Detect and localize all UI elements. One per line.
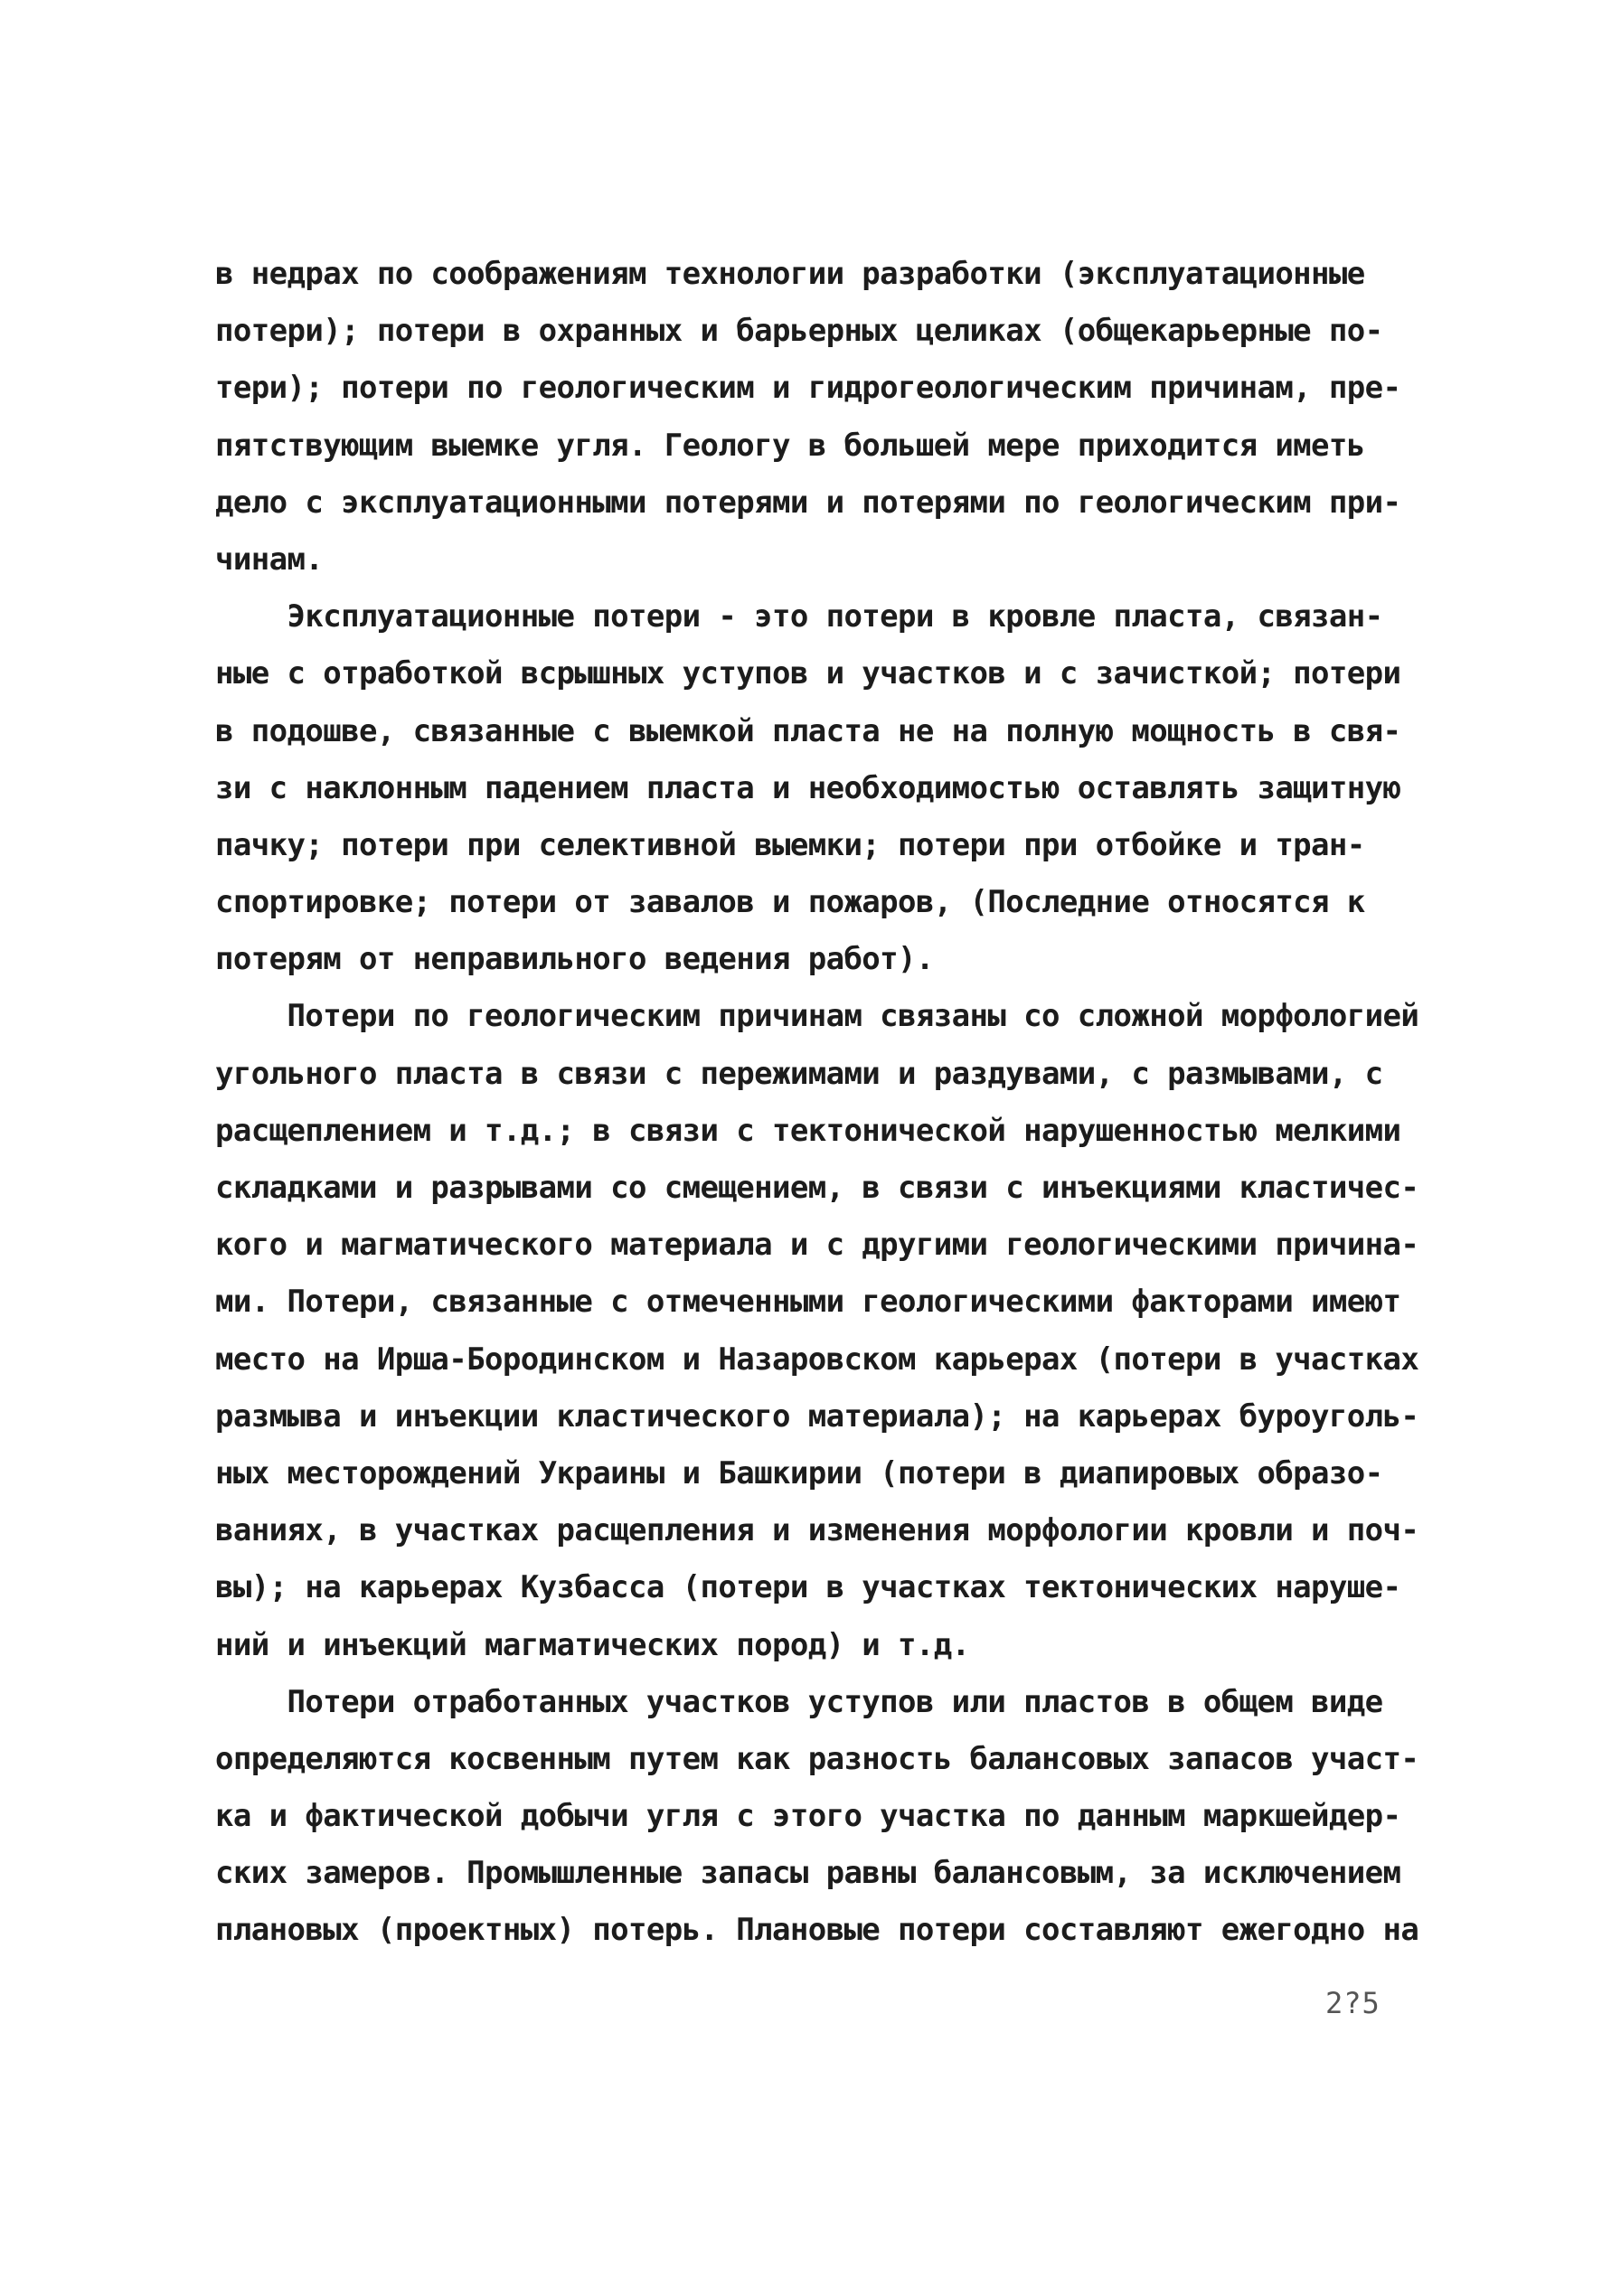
text-line: определяются косвенным путем как разность балансовых запасов участ- bbox=[215, 1740, 1419, 1777]
text-line: зи с наклонным падением пласта и необходимостью оставлять защитную bbox=[215, 769, 1401, 806]
text-line: Эксплуатационные потери - это потери в кровле пласта, связан- bbox=[215, 598, 1383, 635]
text-line: в подошве, связанные с выемкой пласта не на полную мощность в свя- bbox=[215, 712, 1401, 749]
text-line: складками и разрывами со смещением, в связи с инъекциями кластичес- bbox=[215, 1170, 1419, 1206]
text-line: спортировке; потери от завалов и пожаров, (Последние относятся к bbox=[215, 884, 1365, 921]
text-line: Потери по геологическим причинам связаны со сложной морфологией bbox=[215, 998, 1419, 1035]
text-line: потерям от неправильного ведения работ). bbox=[215, 941, 934, 978]
text-line: пятствующим выемке угля. Геологу в большей мере приходится иметь bbox=[215, 427, 1365, 464]
text-line: ные с отработкой всрышных уступов и участков и с зачисткой; потери bbox=[215, 655, 1401, 692]
text-line: вы); на карьерах Кузбасса (потери в участках тектонических наруше- bbox=[215, 1569, 1401, 1606]
text-line: потери); потери в охранных и барьерных целиках (общекарьерные по- bbox=[215, 313, 1383, 350]
text-line: ских замеров. Промышленные запасы равны балансовым, за исключением bbox=[215, 1855, 1401, 1892]
text-line: место на Ирша-Бородинском и Назаровском карьерах (потери в участках bbox=[215, 1341, 1419, 1378]
text-line: ми. Потери, связанные с отмеченными геологическими факторами имеют bbox=[215, 1284, 1401, 1321]
text-line: дело с эксплуатационными потерями и потерями по геологическим при- bbox=[215, 484, 1401, 521]
text-line: пачку; потери при селективной выемки; потери при отбойке и тран- bbox=[215, 826, 1365, 863]
text-line: угольного пласта в связи с пережимами и раздувами, с размывами, с bbox=[215, 1055, 1383, 1092]
body-text bbox=[215, 246, 1419, 1960]
text-line: размыва и инъекции кластического материала); на карьерах буроуголь- bbox=[215, 1397, 1419, 1435]
text-line: чинам. bbox=[215, 541, 324, 578]
text-line: ний и инъекций магматических пород) и т.д. bbox=[215, 1626, 970, 1663]
page-number: 2?5 bbox=[1325, 1986, 1381, 2020]
text-line: ваниях, в участках расщепления и изменения морфологии кровли и поч- bbox=[215, 1512, 1419, 1549]
text-line: ка и фактической добычи угля с этого участка по данным маркшейдер- bbox=[215, 1798, 1401, 1835]
text-line: кого и магматического материала и с другими геологическими причина- bbox=[215, 1227, 1419, 1264]
text-line: плановых (проектных) потерь. Плановые потери составляют ежегодно на bbox=[215, 1912, 1419, 1949]
text-line: тери); потери по геологическим и гидрогеологическим причинам, пре- bbox=[215, 370, 1401, 407]
text-line: ных месторождений Украины и Башкирии (потери в диапировых образо- bbox=[215, 1454, 1383, 1491]
text-line: в недрах по соображениям технологии разработки (эксплуатационные bbox=[215, 256, 1365, 292]
text-line: расщеплением и т.д.; в связи с тектонической нарушенностью мелкими bbox=[215, 1112, 1401, 1149]
text-line: Потери отработанных участков уступов или пластов в общем виде bbox=[215, 1683, 1383, 1720]
